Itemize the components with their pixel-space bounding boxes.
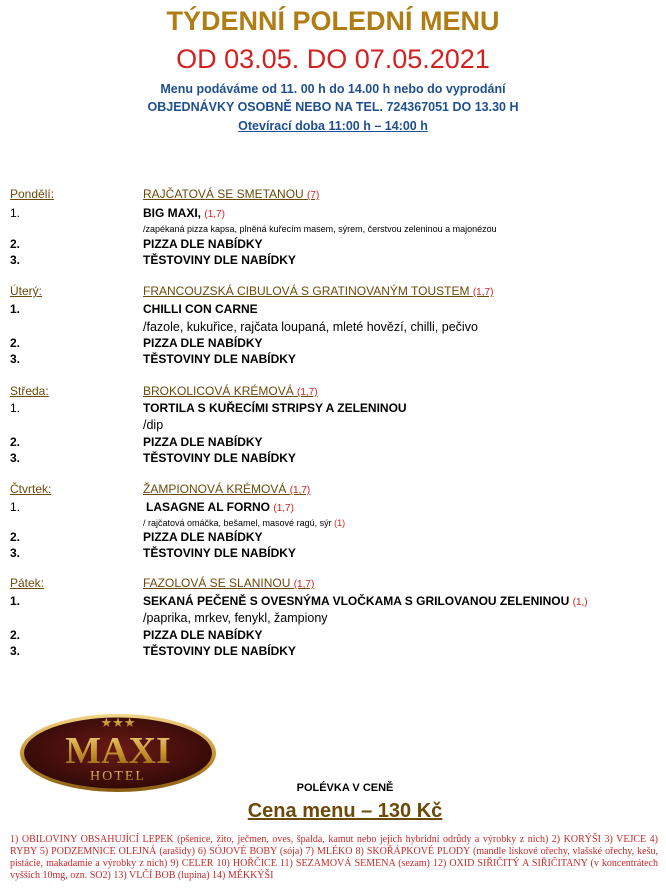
soup-included-note: POLÉVKA V CENĚ bbox=[296, 782, 394, 794]
item-description: /paprika, mrkev, fenykl, žampiony bbox=[143, 611, 328, 625]
item-allergens: (1,) bbox=[572, 597, 588, 608]
item-number: 1. bbox=[10, 500, 21, 514]
item-name bbox=[143, 594, 588, 608]
soup-name: BROKOLICOVÁ KRÉMOVÁ bbox=[143, 384, 294, 398]
soup-of-day bbox=[143, 384, 318, 398]
description-allergens: (1) bbox=[334, 518, 346, 528]
soup-of-day bbox=[143, 187, 319, 201]
menu-item bbox=[10, 451, 660, 467]
soup-name: ŽAMPIONOVÁ KRÉMOVÁ bbox=[143, 482, 287, 496]
opening-hours: Otevírací doba 11:00 h – 14:00 h bbox=[238, 119, 428, 133]
soup-allergens: (1,7) bbox=[289, 485, 311, 496]
menu-item bbox=[10, 435, 660, 451]
item-number: 3. bbox=[10, 451, 21, 465]
soup-allergens: (7) bbox=[307, 190, 320, 201]
menu-price: Cena menu – 130 Kč bbox=[247, 800, 443, 822]
item-allergens: (1,7) bbox=[273, 503, 294, 514]
item-number: 3. bbox=[10, 253, 21, 267]
soup-allergens: (1,7) bbox=[297, 387, 318, 398]
soup-of-day bbox=[143, 576, 314, 590]
item-allergens: (1,7) bbox=[204, 209, 225, 220]
item-name: PIZZA DLE NABÍDKY bbox=[143, 435, 263, 449]
menu-item bbox=[10, 237, 660, 253]
menu-item bbox=[10, 500, 660, 516]
item-number: 1. bbox=[10, 401, 21, 415]
item-number: 1. bbox=[10, 206, 21, 220]
day-row-friday bbox=[10, 576, 660, 592]
item-number: 2. bbox=[10, 237, 21, 251]
item-number: 2. bbox=[10, 336, 21, 350]
item-description: /fazole, kukuřice, rajčata loupaná, mleté hovězí, chilli, pečivo bbox=[143, 320, 478, 334]
day-row-thursday bbox=[10, 482, 660, 498]
soup-of-day bbox=[143, 482, 310, 496]
item-name: TĚSTOVINY DLE NABÍDKY bbox=[143, 253, 296, 267]
item-name bbox=[143, 206, 225, 220]
item-number: 2. bbox=[10, 435, 21, 449]
soup-name: FAZOLOVÁ SE SLANINOU bbox=[143, 576, 291, 590]
serving-hours-note: Menu podáváme od 11. 00 h do 14.00 h nebo do vyprodání bbox=[160, 82, 506, 96]
item-name bbox=[146, 500, 294, 514]
day-label: Čtvrtek: bbox=[10, 482, 52, 496]
item-name: TORTILA S KUŘECÍMI STRIPSY A ZELENINOU bbox=[143, 401, 407, 415]
item-description bbox=[143, 518, 345, 528]
menu-item bbox=[10, 401, 660, 417]
soup-name: FRANCOUZSKÁ CIBULOVÁ S GRATINOVANÝM TOUSTEM bbox=[143, 284, 470, 298]
item-name-text: LASAGNE AL FORNO bbox=[146, 500, 271, 514]
item-name: TĚSTOVINY DLE NABÍDKY bbox=[143, 352, 296, 366]
allergen-legend: 1) OBILOVINY OBSAHUJÍCÍ LEPEK (pšenice, žito, ječmen, oves, špalda, kamut nebo jejich hybridní odrůdy a výrobky z nich) 2) KORÝŠI 3) VEJCE 4) RYBY 5) PODZEMNICE OLEJNÁ (arašídy) 6) SÓJOVÉ BOBY (sója) 7) MLÉKO 8) SKOŘÁPKOVÉ PLODY (mandle lískové ořechy, vlašské ořechy, kešu, pistácie, makadamie a výrobky z nich) 9) CELER 10) HOŘČICE 11) SEZAMOVÁ SEMENA (sezam) 12) OXID SIŘIČITÝ A SIŘIČITANY (v koncentrátech vyšších 10mg, ozn. SO2) 13) VLČÍ BOB (lupina) 14) MĚKKÝŠI bbox=[10, 834, 658, 881]
soup-allergens: (1,7) bbox=[293, 579, 315, 590]
day-row-monday bbox=[10, 187, 660, 203]
menu-item bbox=[10, 546, 660, 562]
item-name: PIZZA DLE NABÍDKY bbox=[143, 237, 263, 251]
menu-item bbox=[10, 644, 660, 660]
menu-item bbox=[10, 253, 660, 269]
item-name: TĚSTOVINY DLE NABÍDKY bbox=[143, 546, 296, 560]
page-title: TÝDENNÍ POLEDNÍ MENU bbox=[166, 6, 500, 36]
item-number: 3. bbox=[10, 352, 21, 366]
item-name-text: BIG MAXI, bbox=[143, 206, 202, 220]
menu-item bbox=[10, 530, 660, 546]
item-number: 1. bbox=[10, 594, 21, 608]
order-phone-note: OBJEDNÁVKY OSOBNĚ NEBO NA TEL. 724367051 DO 13.30 H bbox=[147, 100, 519, 114]
day-row-wednesday bbox=[10, 384, 660, 400]
item-name: TĚSTOVINY DLE NABÍDKY bbox=[143, 451, 296, 465]
day-label: Středa: bbox=[10, 384, 49, 398]
item-description: /dip bbox=[143, 418, 164, 432]
item-name: PIZZA DLE NABÍDKY bbox=[143, 530, 263, 544]
item-name-text: SEKANÁ PEČENĚ S OVESNÝMA VLOČKAMA S GRILOVANOU ZELENINOU bbox=[143, 594, 570, 608]
soup-name: RAJČATOVÁ SE SMETANOU bbox=[143, 187, 304, 201]
logo-brand: MAXI bbox=[65, 730, 171, 772]
item-name: TĚSTOVINY DLE NABÍDKY bbox=[143, 644, 296, 658]
item-description: /zapékaná pizza kapsa, plněná kuřecím masem, sýrem, čerstvou zeleninou a majonézou bbox=[143, 224, 497, 234]
item-name: PIZZA DLE NABÍDKY bbox=[143, 336, 263, 350]
logo-stars: ★★★ bbox=[100, 716, 136, 731]
logo-hotel-text: HOTEL bbox=[90, 769, 146, 784]
item-number: 2. bbox=[10, 530, 21, 544]
soup-of-day bbox=[143, 284, 493, 298]
soup-allergens: (1,7) bbox=[472, 287, 494, 298]
item-number: 2. bbox=[10, 628, 21, 642]
menu-item bbox=[10, 352, 660, 368]
menu-item bbox=[10, 336, 660, 352]
day-label: Úterý: bbox=[10, 284, 43, 298]
menu-item bbox=[10, 628, 660, 644]
item-number: 3. bbox=[10, 546, 21, 560]
menu-item bbox=[10, 594, 660, 610]
day-label: Pondělí: bbox=[10, 187, 55, 201]
day-label: Pátek: bbox=[10, 576, 45, 590]
menu-item bbox=[10, 206, 660, 222]
item-number: 1. bbox=[10, 302, 21, 316]
menu-dates: OD 03.05. DO 07.05.2021 bbox=[176, 44, 490, 74]
day-row-tuesday bbox=[10, 284, 660, 300]
item-name: PIZZA DLE NABÍDKY bbox=[143, 628, 263, 642]
item-number: 3. bbox=[10, 644, 21, 658]
item-name: CHILLI CON CARNE bbox=[143, 302, 258, 316]
menu-item bbox=[10, 302, 660, 318]
item-description-text: / rajčatová omáčka, bešamel, masové ragú, sýr bbox=[143, 518, 332, 528]
